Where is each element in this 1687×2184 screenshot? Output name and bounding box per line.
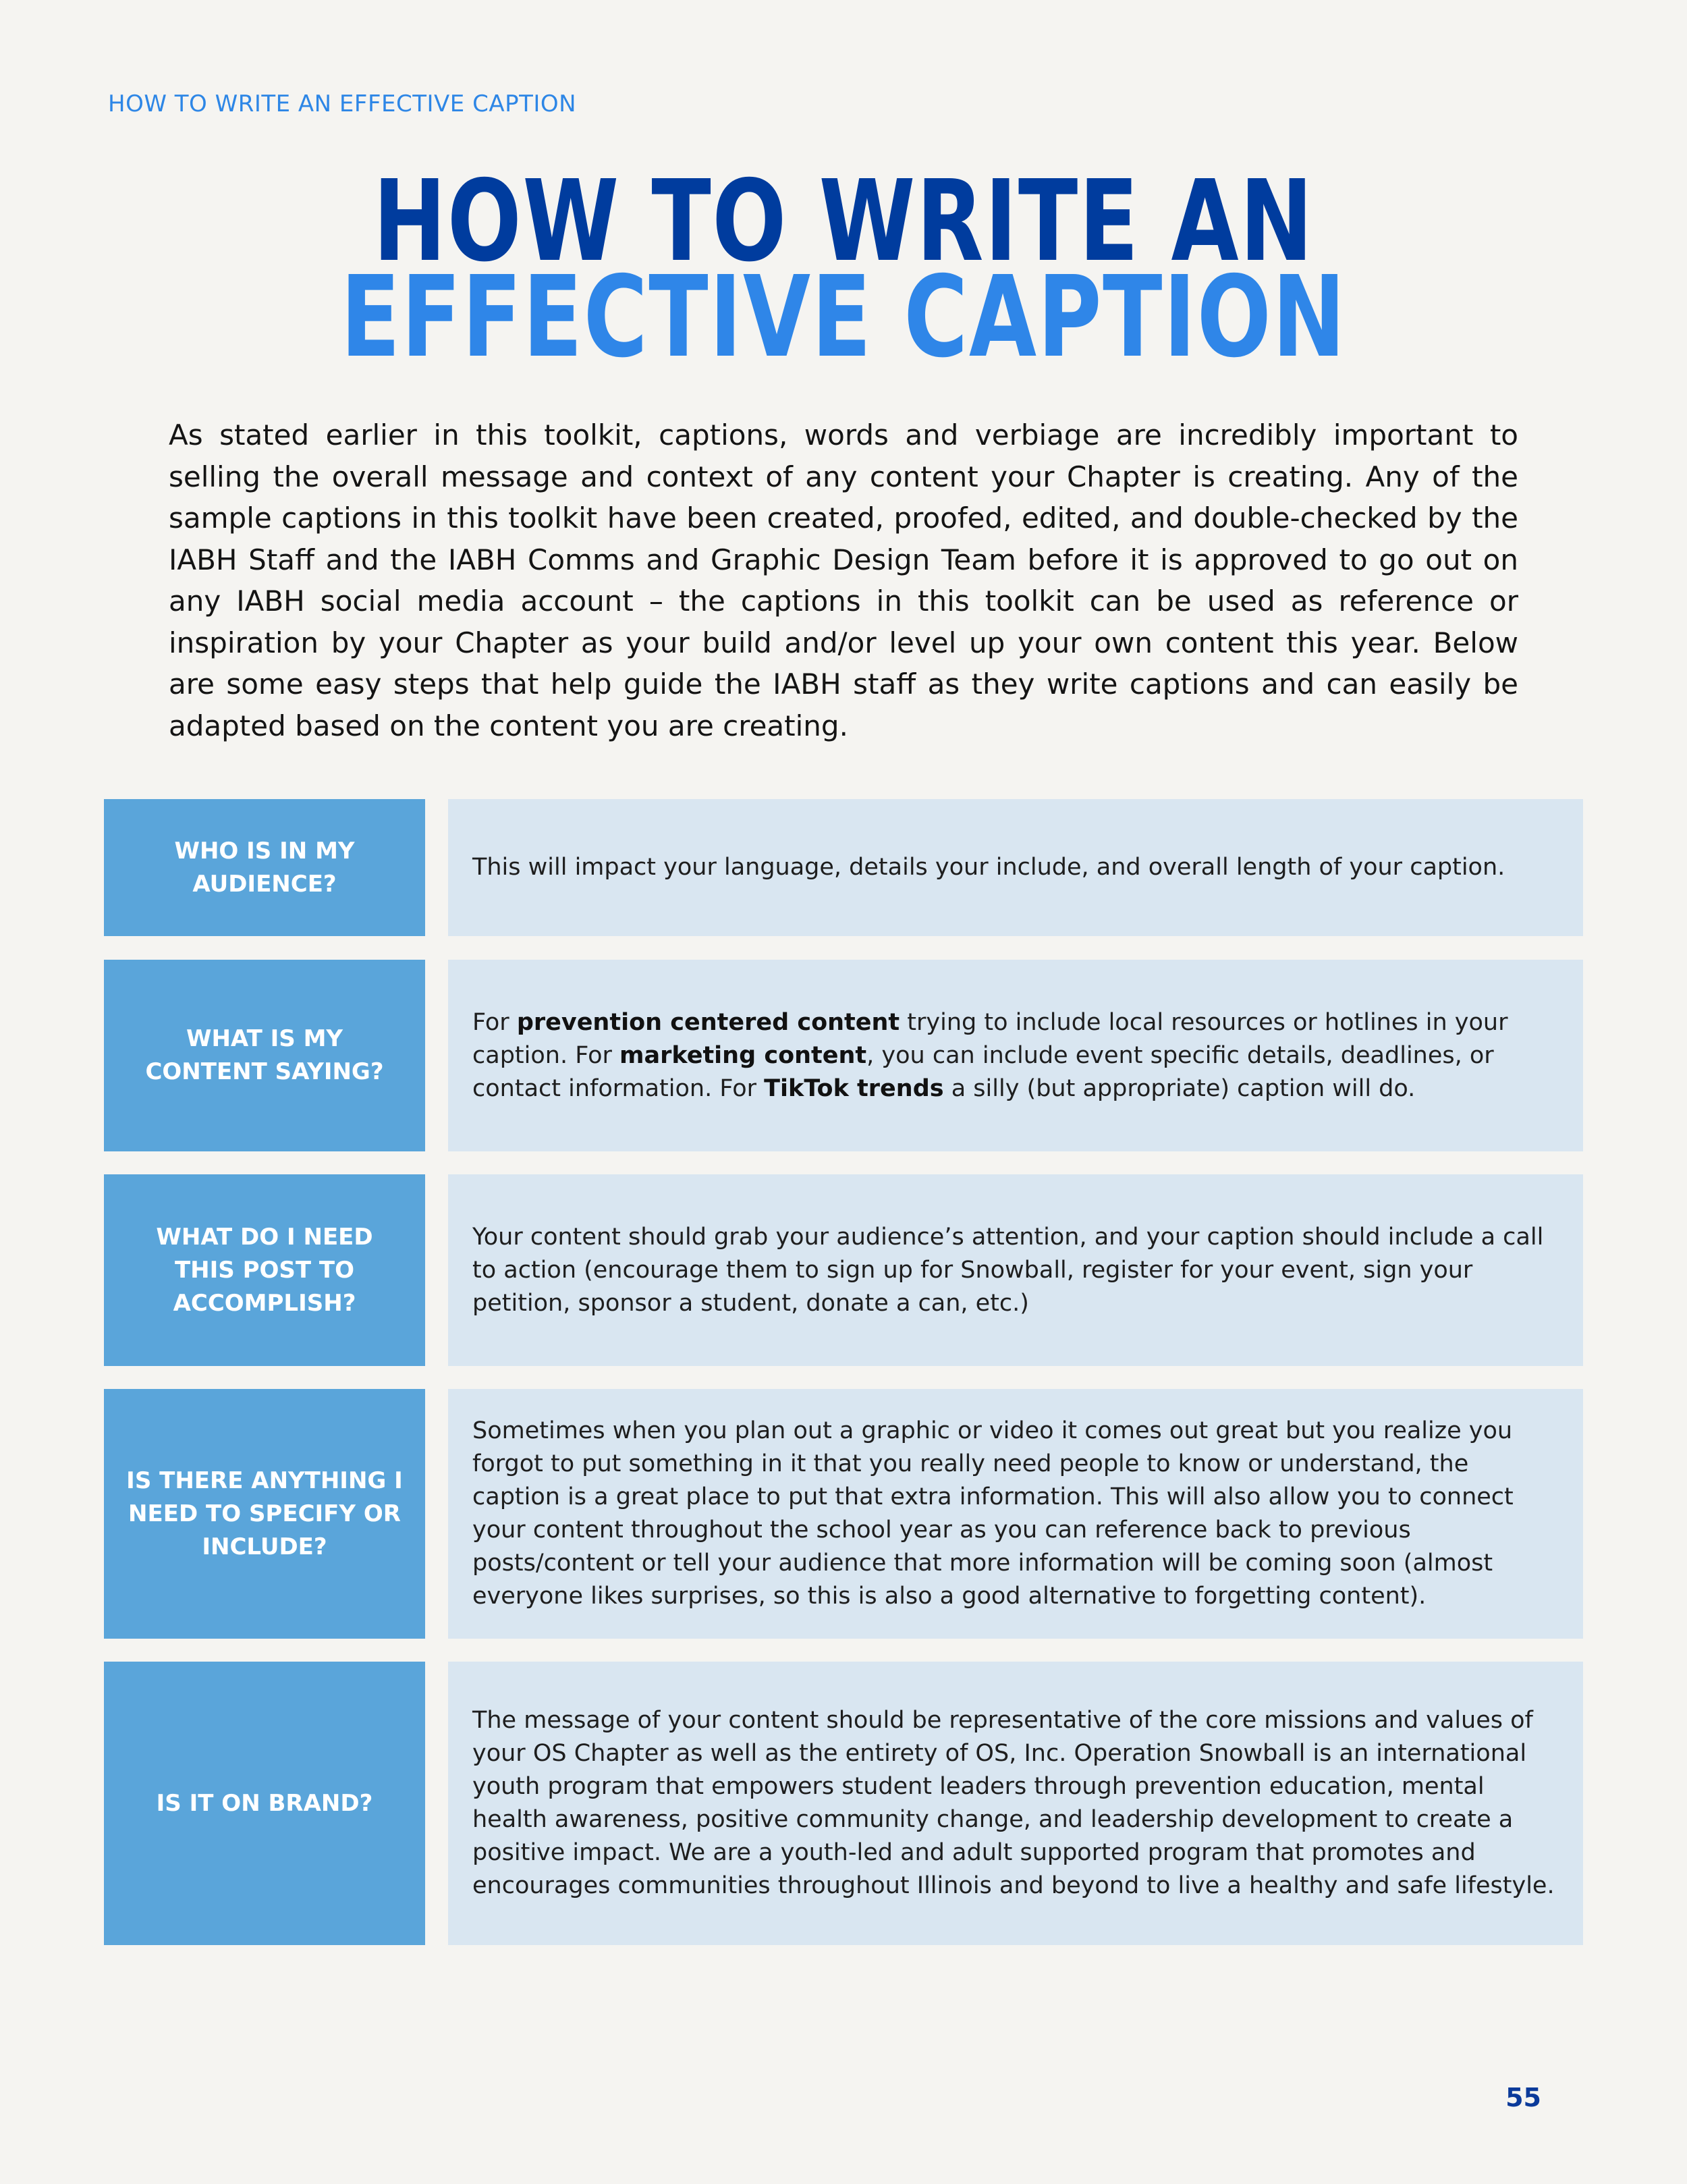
step-row-content: [104, 960, 1583, 1151]
answer-emphasis: TikTok trends: [764, 1074, 944, 1102]
question-text: WHO IS IN MY AUDIENCE?: [174, 837, 355, 898]
title-line-1: HOW TO WRITE AN: [372, 157, 1315, 287]
question-text: WHAT DO I NEED THIS POST TO ACCOMPLISH?: [156, 1223, 373, 1317]
step-row-audience: [104, 799, 1583, 936]
page-title: [186, 157, 1501, 383]
answer-text: This will impact your language, details your include, and overall length of your caption.: [472, 854, 1505, 881]
answer-text-part: , you can include event specific details, deadlines, or contact information. For: [472, 1041, 1494, 1102]
answer-box: [448, 1662, 1583, 1945]
step-row-specify: [104, 1389, 1583, 1639]
question-box: [104, 799, 425, 936]
answer-box: [448, 799, 1583, 936]
answer-box: [448, 1174, 1583, 1366]
question-text: WHAT IS MY CONTENT SAYING?: [145, 1025, 384, 1085]
answer-text-part: For: [472, 1008, 517, 1036]
page-number: 55: [1505, 2083, 1541, 2112]
answer-text-part: trying to include local resources or hotlines in your caption. For: [472, 1008, 1508, 1069]
step-row-accomplish: [104, 1174, 1583, 1366]
answer-emphasis: marketing content: [619, 1041, 867, 1069]
answer-text-part: a silly (but appropriate) caption will do.: [943, 1074, 1416, 1102]
answer-text: The message of your content should be representative of the core missions and values of your OS Chapter as well as the entirety of OS, Inc. Operation Snowball is an international youth program that empowers student leaders through prevention education, mental health awareness, positive community change, and leadership development to create a positive impact. We are a youth-led and adult supported program that promotes and encourages communities throughout Illinois and beyond to live a healthy and safe lifestyle.: [472, 1707, 1555, 1899]
answer-text: Sometimes when you plan out a graphic or video it comes out great but you realize you forgot to put something in it that you really need people to know or understand, the caption is a great place to put that extra information. This will also allow you to connect your content throughout the school year as you can reference back to previous posts/content or tell your audience that more information will be coming soon (almost everyone likes surprises, so this is also a good alternative to forgetting content).: [472, 1417, 1514, 1610]
question-text: IS IT ON BRAND?: [156, 1789, 373, 1817]
answer-text: Your content should grab your audience’s attention, and your caption should include a call to action (encourage them to sign up for Snowball, register for your event, sign your petition, sponsor a student, donate a can, etc.): [472, 1223, 1544, 1317]
question-box: [104, 1389, 425, 1639]
question-box: [104, 960, 425, 1151]
question-box: [104, 1174, 425, 1366]
question-text: IS THERE ANYTHING I NEED TO SPECIFY OR INCLUDE?: [126, 1467, 403, 1560]
question-box: [104, 1662, 425, 1945]
answer-text: [448, 1006, 1583, 1105]
intro-paragraph: As stated earlier in this toolkit, captions, words and verbiage are incredibly important to selling the overall message and context of any content your Chapter is creating. Any of the sample captions in this toolkit have been created, proofed, edited, and double-checked by the IABH Staff and the IABH Comms and Graphic Design Team before it is approved to go out on any IABH social media account – the captions in this toolkit can be used as reference or inspiration by your Chapter as your build and/or level up your own content this year. Below are some easy steps that help guide the IABH staff as they write captions and can easily be adapted based on the content you are creating.: [169, 418, 1518, 742]
running-header: HOW TO WRITE AN EFFECTIVE CAPTION: [108, 90, 577, 117]
answer-box: [448, 1389, 1583, 1639]
step-row-brand: [104, 1662, 1583, 1945]
title-line-2: EFFECTIVE CAPTION: [340, 252, 1347, 383]
answer-box: [448, 960, 1583, 1151]
answer-emphasis: prevention centered content: [516, 1008, 900, 1036]
